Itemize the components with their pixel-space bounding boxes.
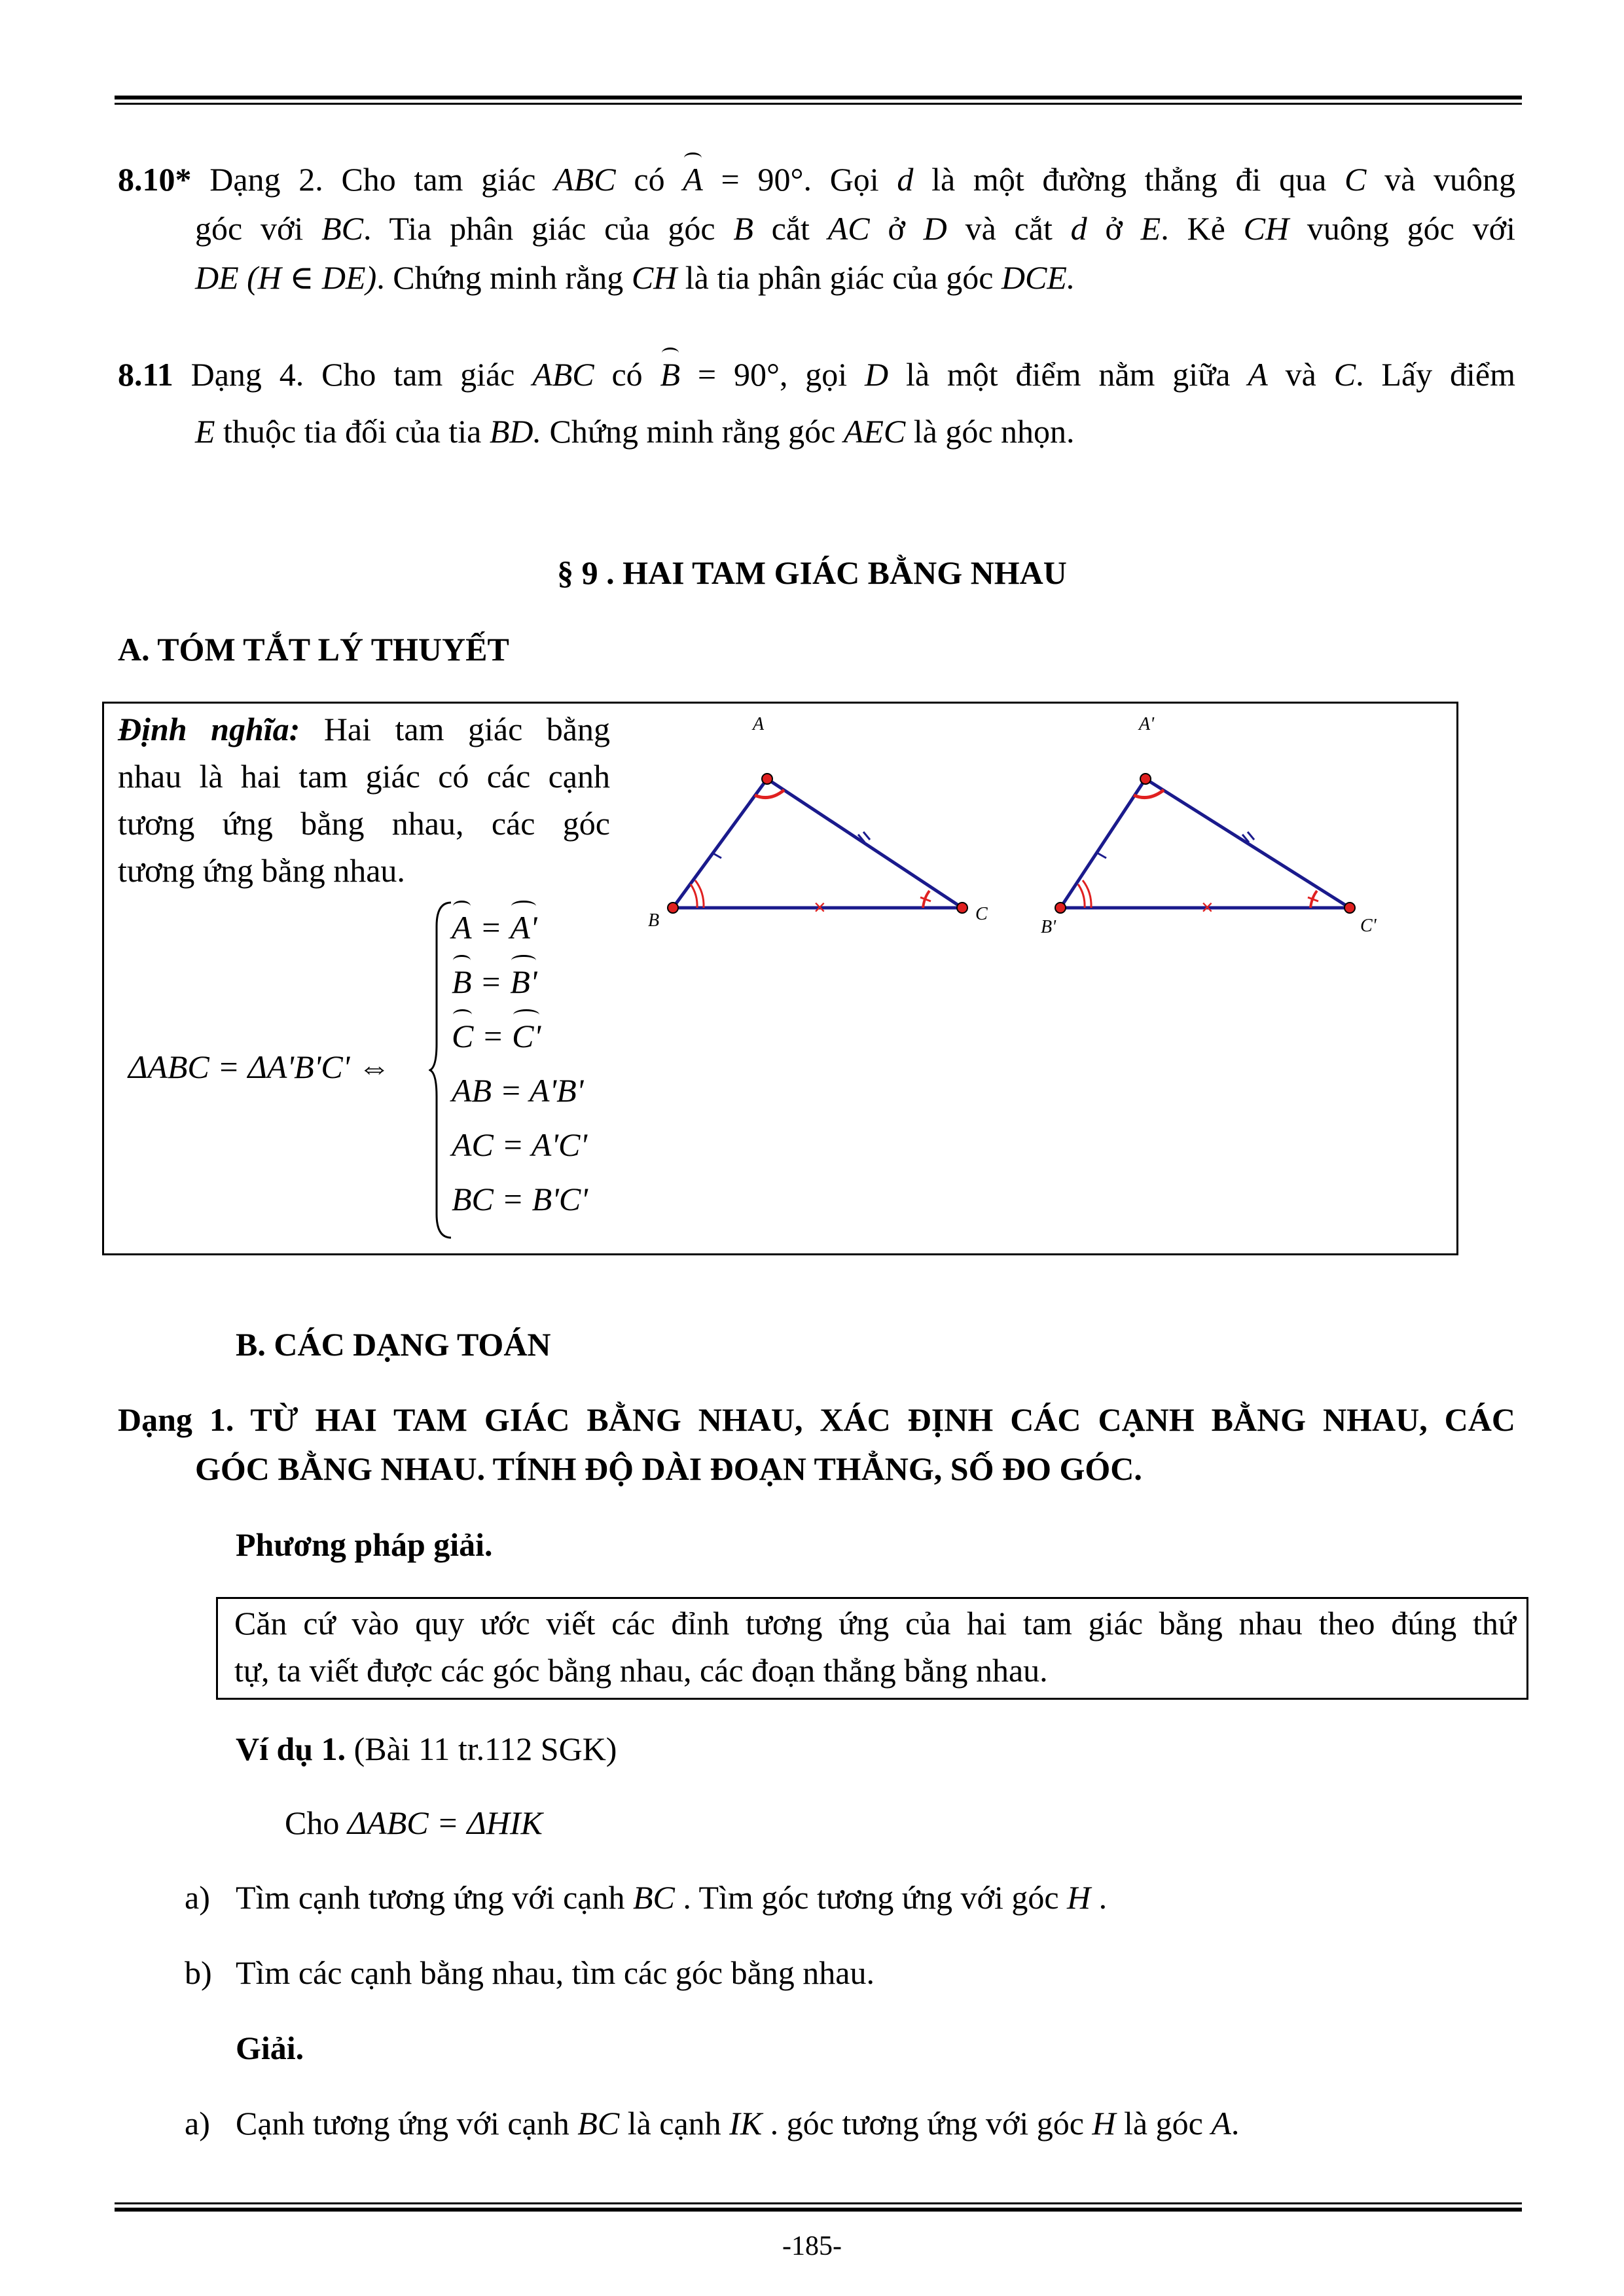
ex811-line1: 8.11 Dạng 4. Cho tam giác ABC có B = 90°, gọi D là một điểm nằm giữa A và C. Lấy điểm	[118, 350, 1515, 399]
vertex-a1	[1140, 774, 1151, 784]
eq-angle-b: B = B'	[452, 958, 537, 1007]
eq-side-ac: AC = A'C'	[452, 1126, 588, 1163]
eq-angle-c: C = C'	[452, 1012, 541, 1061]
vertex-b	[668, 903, 678, 913]
triangles-figure	[628, 710, 1414, 946]
example-title: Ví dụ 1. (Bài 11 tr.112 SGK)	[236, 1731, 617, 1767]
ex810-line1: 8.10* Dạng 2. Cho tam giác ABC có A = 90°. Gọi d là một đường thẳng đi qua C và vuông	[118, 155, 1515, 204]
method-line2: tự, ta viết được các góc bằng nhau, các đoạn thẳng bằng nhau.	[234, 1652, 1048, 1689]
part-a-label: a)	[185, 1879, 210, 1916]
triangle-a1b1c1	[1041, 714, 1377, 937]
label-a: A	[753, 714, 765, 734]
definition-line2: nhau là hai tam giác có các cạnh	[118, 758, 610, 795]
part-a-heading: A. TÓM TẮT LÝ THUYẾT	[118, 631, 509, 668]
question-a: Tìm cạnh tương ứng với cạnh BC . Tìm góc tương ứng với góc H .	[236, 1879, 1108, 1916]
top-rule	[115, 96, 1522, 105]
part-b-heading: B. CÁC DẠNG TOÁN	[236, 1326, 551, 1363]
solution-a: Cạnh tương ứng với cạnh BC là cạnh IK . góc tương ứng với góc H là góc A.	[236, 2105, 1240, 2142]
triangle-abc	[648, 714, 988, 931]
definition-line4: tương ứng bằng nhau.	[118, 852, 405, 889]
dang1-line1: Dạng 1. TỪ HAI TAM GIÁC BẰNG NHAU, XÁC ĐỊNH CÁC CẠNH BẰNG NHAU, CÁC	[118, 1401, 1515, 1438]
method-title: Phương pháp giải.	[236, 1526, 493, 1563]
bottom-rule	[115, 2202, 1522, 2212]
eq-side-bc: BC = B'C'	[452, 1181, 588, 1217]
ex810-line3: DE (H ∈ DE). Chứng minh rằng CH là tia phân giác của góc DCE.	[195, 259, 1075, 296]
ex811-line2: E thuộc tia đối của tia BD. Chứng minh rằng góc AEC là góc nhọn.	[195, 413, 1075, 450]
solution-a-label: a)	[185, 2105, 210, 2142]
question-b: Tìm các cạnh bằng nhau, tìm các góc bằng nhau.	[236, 1954, 875, 1991]
angle-b-mark	[691, 884, 697, 908]
vertex-c1	[1344, 903, 1355, 913]
definition-line3: tương ứng bằng nhau, các góc	[118, 805, 610, 842]
vertex-c	[957, 903, 967, 913]
label-b: B	[648, 910, 660, 931]
example-given: Cho ΔABC = ΔHIK	[285, 1804, 543, 1841]
label-c1: C'	[1360, 916, 1377, 936]
curly-brace	[429, 900, 455, 1240]
eq-angle-a: A = A'	[452, 903, 537, 952]
equivalence-lhs: ΔABC = ΔA'B'C' ⇔	[128, 1049, 391, 1085]
vertex-a	[762, 774, 772, 784]
svg-text:×: ×	[814, 895, 826, 919]
svg-text:×: ×	[1201, 895, 1214, 919]
label-c: C	[975, 904, 988, 924]
section-title: § 9 . HAI TAM GIÁC BẰNG NHAU	[557, 554, 1067, 591]
vertex-b1	[1055, 903, 1066, 913]
dang1-line2: GÓC BẰNG NHAU. TÍNH ĐỘ DÀI ĐOẠN THẲNG, SỐ ĐO GÓC.	[195, 1450, 1142, 1487]
solution-title: Giải.	[236, 2030, 304, 2066]
eq-side-ab: AB = A'B'	[452, 1072, 584, 1109]
ex810-line2: góc với BC. Tia phân giác của góc B cắt AC ở D và cắt d ở E. Kẻ CH vuông góc với	[195, 210, 1515, 247]
angle-b1-mark	[1078, 884, 1085, 908]
label-b1: B'	[1041, 917, 1056, 937]
page-number: -185-	[782, 2231, 842, 2261]
part-b-label: b)	[185, 1954, 212, 1991]
definition-line1: Định nghĩa: Hai tam giác bằng	[118, 711, 610, 747]
method-line1: Căn cứ vào quy ước viết các đỉnh tương ứng của hai tam giác bằng nhau theo đúng thứ	[234, 1605, 1516, 1641]
label-a1: A'	[1139, 714, 1155, 734]
